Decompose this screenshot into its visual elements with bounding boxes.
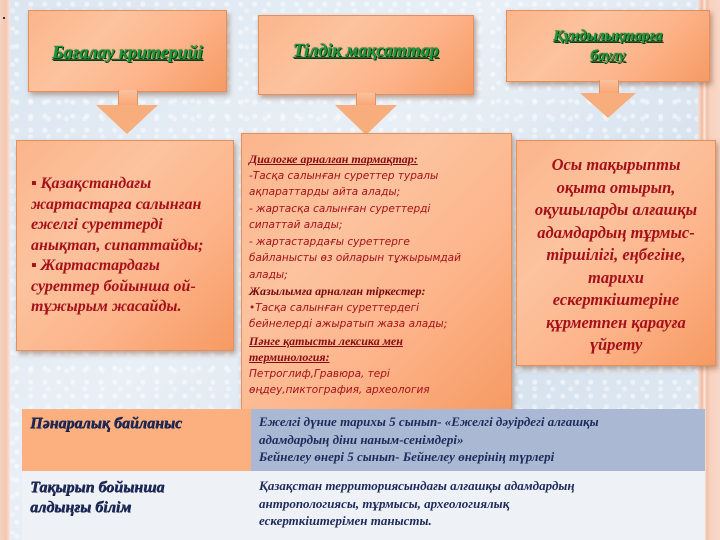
writing-line: бейнелерді ажыратып жаза алады; [249, 318, 448, 330]
table-value-line: Ежелгі дүние тарихы 5 сынып- «Ежелгі дәуірдегі алғашқы [259, 414, 599, 429]
criteria-header-title: Бағалау критерийі [52, 42, 203, 62]
criteria-line: ежелгі суреттерді [31, 216, 163, 233]
dialogue-line: - жартасқа салынған суреттерді [249, 202, 431, 215]
language-goals-header-box [258, 15, 474, 95]
table-value-line: ескерткіштерімен танысты. [259, 513, 432, 528]
language-goals-content-box [241, 133, 512, 412]
criteria-text [31, 174, 231, 318]
criteria-header-box [28, 10, 227, 92]
writing-line: •Тасқа салынған суреттердегі [249, 301, 420, 314]
table-value-line: Бейнелеу өнері 5 сынып- Бейнелеу өнерінің түрлері [259, 449, 555, 464]
language-goals-text [249, 151, 507, 399]
values-line: Осы тақырыпты [551, 155, 681, 174]
values-content-box [516, 140, 716, 366]
lexicon-line: Петроглиф,Гравюра, тері [249, 367, 390, 380]
dialogue-line: байланысты өз ойларын тұжырымдай [249, 252, 461, 264]
dialogue-heading: Диалогке арналған тармақтар: [249, 152, 418, 166]
prior-knowledge-label: алдыңғы білім [30, 499, 132, 516]
values-line: адамдардың тұрмыс- [537, 222, 695, 242]
lesson-info-table [22, 409, 705, 540]
dialogue-line: ақпараттарды айта алады; [249, 186, 401, 198]
table-value-cell [251, 409, 705, 471]
prior-knowledge-label: Тақырып бойынша [30, 479, 165, 496]
lexicon-heading: терминология: [249, 350, 330, 364]
criteria-content-box [16, 140, 234, 351]
language-goals-header-title: Тілдік мақсаттар [293, 40, 439, 60]
lexicon-line: өңдеу,пиктография, археология [249, 384, 430, 396]
dialogue-line: - жартастардағы суреттерге [249, 235, 410, 248]
table-value-line: антропологиясы, тұрмысы, археологиялық [259, 495, 510, 511]
dialogue-line: -Тасқа салынған суреттер туралы [249, 169, 439, 182]
table-label-cell [22, 471, 251, 540]
interdisciplinary-label: Пәнаралық байланыс [30, 415, 183, 432]
values-header-title-line1: Құндылықтарға [553, 28, 663, 44]
table-row [22, 409, 705, 471]
table-value-line: Қазақстан территориясындағы алғашқы адамдардың [259, 478, 575, 493]
table-row [22, 471, 705, 540]
criteria-line: тұжырым жасайды. [31, 298, 182, 315]
table-value-cell [251, 471, 705, 540]
writing-heading: Жазылымға арналған тіркестер: [249, 284, 426, 298]
criteria-line: жартастарға салынған [31, 195, 202, 213]
table-value-line: адамдардың діни наным-сенімдері» [259, 431, 464, 447]
dialogue-line: сипаттай алады; [249, 219, 343, 231]
stray-dot [3, 17, 5, 19]
criteria-line: анықтап, сипаттайды; [31, 236, 204, 254]
criteria-line: суреттер бойынша ой- [31, 277, 196, 295]
values-text [517, 154, 715, 357]
left-decorative-strip [0, 0, 10, 540]
values-line: үйрету [589, 335, 643, 354]
dialogue-line: алады; [249, 268, 288, 281]
values-header-title-line2: баулу [590, 48, 626, 64]
table-label-cell [22, 409, 251, 471]
values-line: ескерткіштеріне [552, 290, 680, 309]
values-line: оқыта отырып, [556, 177, 676, 197]
criteria-line: ▪ Қазақстандағы [31, 175, 152, 192]
values-header-box [506, 10, 710, 82]
values-line: тіршілігі, еңбегіне, [546, 245, 686, 264]
values-line: тарихи [588, 267, 644, 287]
criteria-line: ▪ Жартастардағы [31, 257, 160, 274]
values-line: оқушыларды алғашқы [534, 200, 698, 219]
lexicon-heading: Пәнге қатысты лексика мен [249, 333, 403, 348]
values-line: құрметпен қарауға [546, 312, 686, 332]
